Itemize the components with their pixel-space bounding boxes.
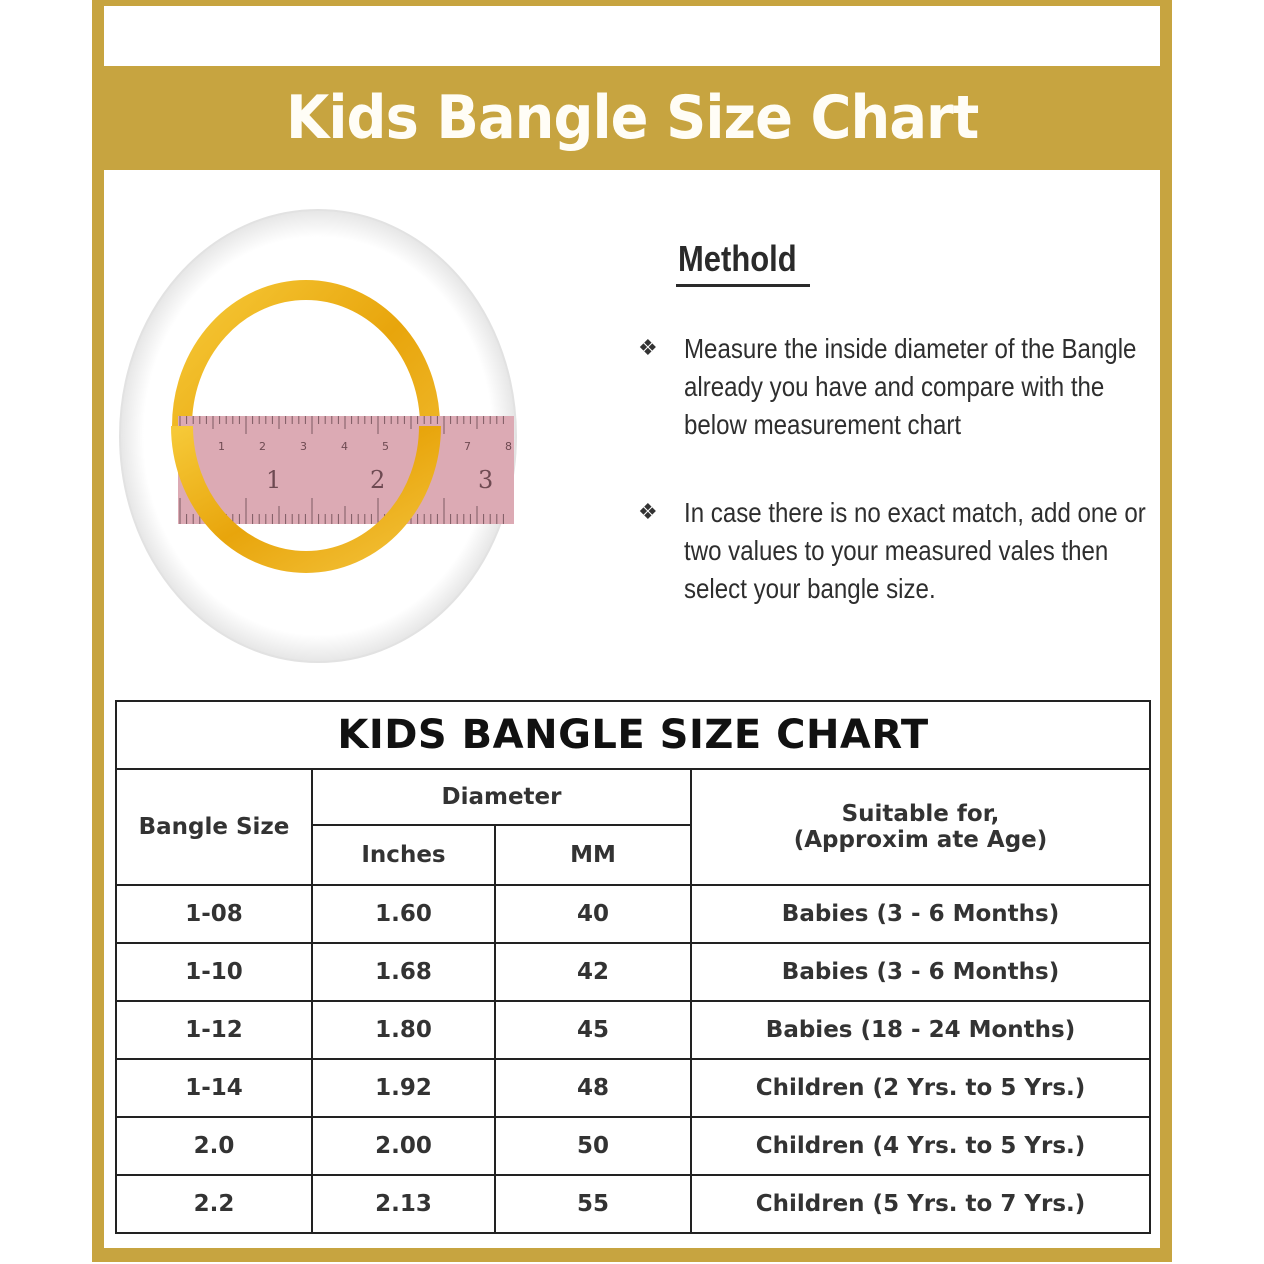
title-banner bbox=[92, 66, 1172, 170]
table-row bbox=[116, 885, 1150, 943]
cell-inches: 1.60 bbox=[312, 885, 495, 943]
frame-border-top bbox=[92, 0, 1172, 6]
bangle-size-table bbox=[115, 700, 1151, 1234]
cell-age: Babies (3 - 6 Months) bbox=[691, 943, 1150, 1001]
table-title: KIDS BANGLE SIZE CHART bbox=[116, 701, 1150, 769]
header-suitable-line2: (Approxim ate Age) bbox=[793, 827, 1048, 853]
method-bullet-2 bbox=[638, 494, 1224, 608]
cell-size: 1-14 bbox=[116, 1059, 312, 1117]
cell-inches: 1.80 bbox=[312, 1001, 495, 1059]
ruler-small-number: 5 bbox=[382, 440, 389, 453]
method-bullet-text: In case there is no exact match, add one or two values to your measured vales then select your bangle size. bbox=[684, 497, 1146, 604]
header-diameter: Diameter bbox=[312, 769, 691, 825]
bangle-ruler-illustration bbox=[118, 206, 538, 666]
cell-age: Children (5 Yrs. to 7 Yrs.) bbox=[691, 1175, 1150, 1233]
table-row bbox=[116, 943, 1150, 1001]
frame-border-left bbox=[92, 0, 104, 1262]
method-heading-underline bbox=[676, 284, 810, 287]
cell-size: 1-10 bbox=[116, 943, 312, 1001]
page-title: Kids Bangle Size Chart bbox=[285, 83, 979, 153]
header-suitable-line1: Suitable for, bbox=[841, 801, 1000, 827]
cell-inches: 1.92 bbox=[312, 1059, 495, 1117]
cell-mm: 42 bbox=[495, 943, 691, 1001]
frame-border-bottom bbox=[92, 1248, 1172, 1262]
table-row bbox=[116, 1001, 1150, 1059]
method-bullet-1 bbox=[638, 330, 1224, 444]
ruler-small-number: 3 bbox=[300, 440, 307, 453]
four-diamond-icon: ❖ bbox=[638, 500, 658, 525]
cell-mm: 55 bbox=[495, 1175, 691, 1233]
cell-age: Babies (18 - 24 Months) bbox=[691, 1001, 1150, 1059]
ruler-small-number: 1 bbox=[218, 440, 225, 453]
header-suitable-for bbox=[691, 769, 1150, 885]
header-mm: MM bbox=[495, 825, 691, 885]
cell-inches: 2.13 bbox=[312, 1175, 495, 1233]
cell-size: 1-08 bbox=[116, 885, 312, 943]
frame-border-right bbox=[1160, 0, 1172, 1262]
cell-mm: 50 bbox=[495, 1117, 691, 1175]
ruler bbox=[178, 416, 514, 524]
header-bangle-size: Bangle Size bbox=[116, 769, 312, 885]
ruler-small-number: 7 bbox=[464, 440, 471, 453]
cell-size: 2.2 bbox=[116, 1175, 312, 1233]
method-heading: Methold bbox=[678, 238, 797, 279]
cell-age: Babies (3 - 6 Months) bbox=[691, 885, 1150, 943]
ruler-small-number: 8 bbox=[505, 440, 512, 453]
cell-size: 1-12 bbox=[116, 1001, 312, 1059]
table-row bbox=[116, 1059, 1150, 1117]
ruler-small-number: 4 bbox=[341, 440, 348, 453]
ruler-number-3: 3 bbox=[478, 466, 494, 494]
cell-age: Children (4 Yrs. to 5 Yrs.) bbox=[691, 1117, 1150, 1175]
ruler-small-number: 6 bbox=[423, 440, 430, 453]
ruler-number-1: 1 bbox=[266, 466, 282, 494]
cell-inches: 2.00 bbox=[312, 1117, 495, 1175]
method-bullet-text: Measure the inside diameter of the Bangle already you have and compare with the below measurement chart bbox=[684, 333, 1137, 440]
cell-mm: 40 bbox=[495, 885, 691, 943]
cell-inches: 1.68 bbox=[312, 943, 495, 1001]
table-row bbox=[116, 1175, 1150, 1233]
cell-size: 2.0 bbox=[116, 1117, 312, 1175]
ruler-small-number: 2 bbox=[259, 440, 266, 453]
header-inches: Inches bbox=[312, 825, 495, 885]
table-row bbox=[116, 1117, 1150, 1175]
four-diamond-icon: ❖ bbox=[638, 336, 658, 361]
cell-mm: 45 bbox=[495, 1001, 691, 1059]
cell-age: Children (2 Yrs. to 5 Yrs.) bbox=[691, 1059, 1150, 1117]
cell-mm: 48 bbox=[495, 1059, 691, 1117]
ruler-number-2: 2 bbox=[370, 466, 386, 494]
